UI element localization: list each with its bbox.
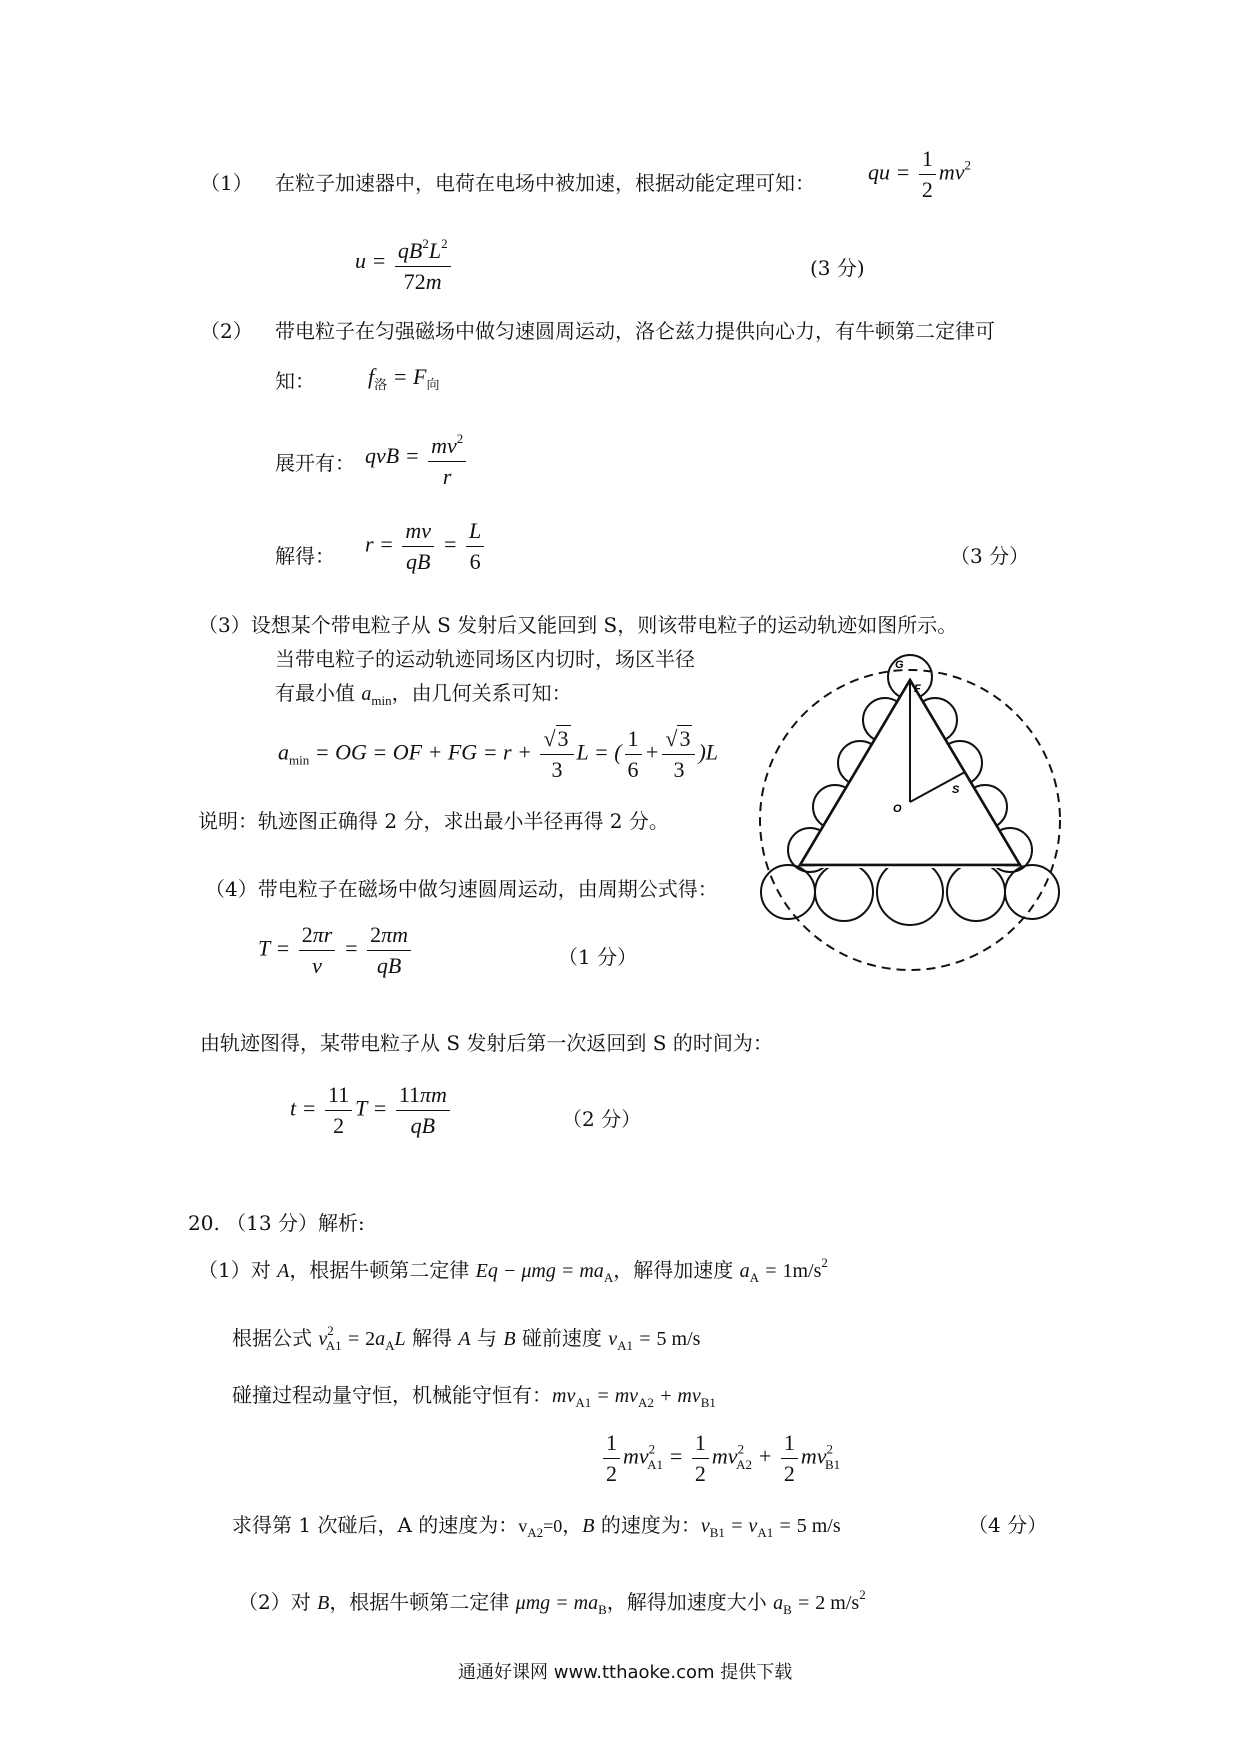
q20-s3: 碰撞过程动量守恒，机械能守恒有：: [232, 1383, 552, 1407]
p2-solve-label: 解得：: [275, 544, 335, 568]
p3-line2: 当带电粒子的运动轨迹同场区内切时，场区半径: [275, 647, 695, 671]
footer-download-note: 通通好课网 www.tthaoke.com 提供下载: [458, 1662, 793, 1683]
p2-score: （3 分）: [950, 544, 1030, 568]
p2-equation-r: r = $\frac{mv}{qB}$ = $\frac{L}{6}$: [365, 518, 487, 575]
q20-step5: （2）对 B，根据牛顿第二定律 $\mu mg = ma_B$，解得加速度大小 $a_B = 2$ $m/s^2$: [238, 1587, 866, 1617]
q20-s1-a: （1）对: [198, 1258, 278, 1282]
q20-s5-a: （2）对: [238, 1590, 318, 1614]
label-o: O: [893, 803, 902, 815]
p2-number: （2）: [200, 319, 253, 343]
label-f: F: [914, 683, 921, 695]
label-g: G: [895, 659, 904, 671]
q20-step2: 根据公式 $v^2_{A1} = 2a_AL$ 解得 A 与 B 碰前速度 $v_{A1} = 5$ m/s: [232, 1323, 701, 1353]
p2-equation-force: $f_洛 = F_向$: [368, 364, 440, 393]
p1-text: 在粒子加速器中，电荷在电场中被加速，根据动能定理可知：: [275, 171, 815, 195]
q20-s2-d: 碰前速度: [515, 1326, 609, 1350]
p4-equation-period: T = $\frac{2\pi r}{v}$ = $\frac{2\pi m}{qB}$: [258, 922, 414, 979]
p3-line3-b: ，由几何关系可知：: [391, 681, 572, 705]
p2-text-line2: 知：: [275, 369, 315, 393]
q20-step4: 求得第 1 次碰后，A 的速度为：$v_{A2}=0$，B 的速度为：$v_{B1} = v_{A1} = 5$ m/s: [232, 1513, 841, 1540]
label-s: S: [952, 784, 960, 796]
p1-equation-energy: qu = $\frac{1}{2}$ $mv^2$: [868, 146, 972, 202]
q20-s4-c: 的速度为：: [594, 1513, 701, 1537]
a-min-symbol: $a_{min}$: [361, 683, 392, 708]
q20-s4-a: 求得第 1 次碰后，A 的速度为：: [232, 1513, 519, 1537]
p3-equation-amin: $a_{min}$ = OG = OF + FG = r + $\frac{√3}{3}$ L = ( $\frac{1}{6}$ + $\frac{√3}{3}$ )L: [278, 726, 719, 782]
p2-equation-expand: qvB = $\frac{mv^2}{r}$: [365, 426, 469, 490]
q20-step1: （1）对 A，根据牛顿第二定律 $Eq - \mu mg = ma_A$，解得加速度 $a_A = 1m/s^2$: [198, 1255, 828, 1285]
trajectory-diagram: [755, 640, 1075, 980]
p3-line1: （3）设想某个带电粒子从 S 发射后又能回到 S，则该带电粒子的运动轨迹如图所示。: [198, 613, 958, 637]
p4-score1: （1 分）: [558, 945, 638, 969]
q20-step3: 碰撞过程动量守恒，机械能守恒有：$mv_{A1} = mv_{A2} + mv_{B1}$: [232, 1383, 716, 1410]
q20-s2-a: 根据公式: [232, 1326, 319, 1350]
q20-s1-c: ，解得加速度: [613, 1258, 740, 1282]
q20-s5-c: ，解得加速度大小: [606, 1590, 774, 1614]
p1-number: （1）: [200, 171, 253, 195]
q20-s4-b: ，: [562, 1513, 583, 1537]
p3-line3-a: 有最小值: [275, 681, 362, 705]
q20-step4-score: （4 分）: [968, 1513, 1048, 1537]
q20-energy-equation: $\frac{1}{2}$ $mv^2_{A1}$ = $\frac{1}{2}$ $mv^2_{A2}$ + $\frac{1}{2}$ $mv^2_{B1}$: [600, 1430, 840, 1487]
p4-equation-time: t = $\frac{11}{2}$ T = $\frac{11\pi m}{qB}$: [290, 1082, 453, 1139]
q20-s1-b: ，根据牛顿第二定律: [289, 1258, 476, 1282]
q20-s2-b: 解得: [405, 1326, 459, 1350]
p4-line1: （4）带电粒子在磁场中做匀速圆周运动，由周期公式得：: [205, 877, 718, 901]
p4-line2: 由轨迹图得，某带电粒子从 S 发射后第一次返回到 S 的时间为：: [200, 1031, 773, 1055]
q20-s5-b: ，根据牛顿第二定律: [329, 1590, 516, 1614]
q20-header: 20. （13 分）解析:: [188, 1211, 365, 1235]
p3-line3: [275, 680, 572, 714]
p2-expand-label: 展开有：: [275, 451, 355, 475]
p2-text-line1: 带电粒子在匀强磁场中做匀速圆周运动，洛仑兹力提供向心力，有牛顿第二定律可: [275, 319, 995, 343]
p1-equation-u: u = $\frac{qB^2L^2}{72m}$: [355, 231, 454, 295]
p1-score: (3 分): [810, 256, 865, 280]
q20-s2-c: 与: [470, 1326, 504, 1350]
p4-score2: （2 分）: [562, 1107, 642, 1131]
p3-note: 说明：轨迹图正确得 2 分，求出最小半径再得 2 分。: [198, 809, 669, 833]
